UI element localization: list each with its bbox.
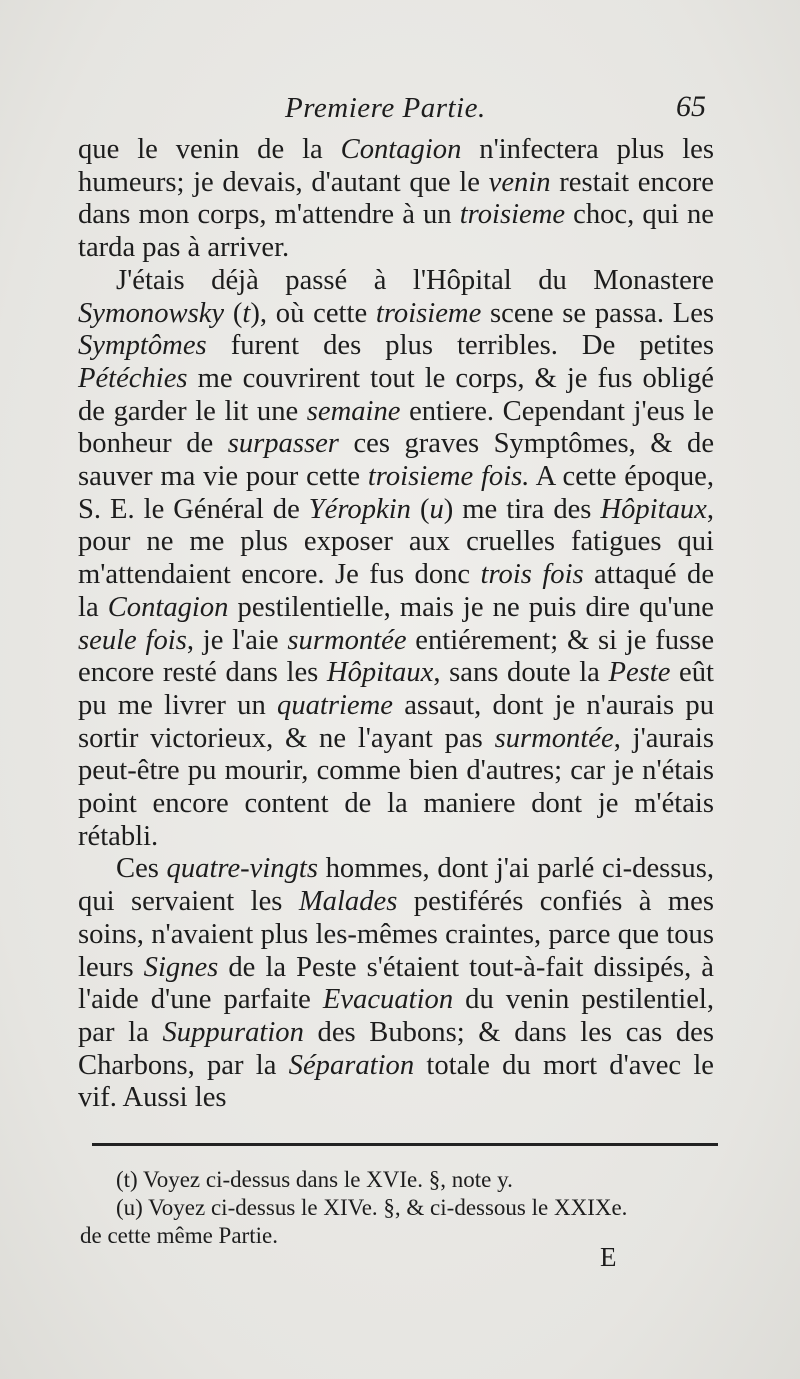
text-run: assaut, dont je n'aurais pu sortir victorieux, & ne l'ayant pas [78,689,714,754]
text-run: me couvrirent tout le corps, & je fus obligé de garder le lit une [78,362,714,427]
text-run: n'infectera plus les humeurs; je devais, d'autant que le [78,134,714,198]
italic-text: Contagion [340,134,462,165]
italic-text: seule fois [78,624,187,656]
text-run: ces graves Symptômes, & de sauver ma vie pour cette [78,428,715,493]
italic-text: quatrieme [277,689,393,721]
italic-text: trois fois [480,559,584,591]
italic-text: Evacuation [322,984,454,1016]
italic-text: Symonowsky [78,297,225,329]
text-run: pestilentielle, mais je ne puis dire qu'une [228,591,714,623]
page-header [80,88,720,132]
italic-text: surpasser [227,428,339,460]
text-run: eût pu me livrer un [78,657,714,721]
text-run: , j'aurais peut-être pu mourir, comme bien d'autres; car je n'étais point encore content de la maniere dont je m'étais rétabli. [78,722,714,852]
italic-text: Séparation [288,1049,415,1081]
text-run: J'étais déjà passé à l'Hôpital du Monastere [116,264,714,296]
text-run: A cette époque, S. E. le Général de [78,461,714,525]
page-number: 65 [676,90,706,123]
text-run: entiérement; & si je fusse encore resté dans les [78,624,715,689]
text-run: hommes, dont j'ai parlé ci-dessus, qui servaient les [78,853,714,918]
text-run: ) me tira des [443,493,601,525]
footnote: (u) Voyez ci-dessus le XIVe. §, & ci-dessous le XXIXe. [116,1195,628,1220]
italic-text: Pétéchies [78,362,188,394]
italic-text: Suppuration [162,1016,304,1048]
text-run: , je l'aie [186,624,288,656]
italic-text: troisieme [459,199,566,231]
italic-text: t [242,297,251,329]
text-run: ( [224,297,243,329]
text-run: attaqué de la [78,559,715,623]
text-run: scene se passa. Les [481,297,715,329]
italic-text: Contagion [107,591,229,623]
text-run: pestiférés confiés à mes soins, n'avaient plus les-mêmes craintes, parce que tous leurs [78,886,714,983]
italic-text: troisieme [375,297,482,329]
italic-text: Yéropkin [308,493,411,525]
text-run: que le venin de la [78,134,341,165]
italic-text: Malades [298,886,398,918]
footnotes [80,1166,722,1250]
text-run: , pour ne me plus exposer aux cruelles fatigues qui m'attendaient encore. Je fus donc [78,493,715,591]
signature-mark: E [600,1242,617,1272]
italic-text: troisieme fois. [367,461,530,493]
text-run: choc, qui ne tarda pas à arriver. [78,199,714,264]
text-run: du venin pestilentiel, par la [78,984,714,1048]
text-run: Ces [116,853,167,885]
text-run: de la Peste s'étaient tout-à-fait dissipés, à l'aide d'une parfaite [78,951,714,1016]
footnote: de cette même Partie. [80,1223,278,1248]
italic-text: Hôpitaux [600,493,707,525]
italic-text: venin [488,166,551,198]
italic-text: Peste [608,657,671,689]
italic-text: Hôpitaux [326,657,434,689]
paragraph [78,853,714,1115]
text-run: ), où cette [250,297,376,329]
text-run: des Bubons; & dans les cas des Charbons, par la [78,1016,714,1081]
footnote: (t) Voyez ci-dessus dans le XVIe. §, note y. [116,1167,513,1192]
paragraph [78,134,714,265]
italic-text: surmontée [494,722,614,754]
italic-text: u [429,493,444,525]
italic-text: Signes [143,951,219,983]
text-run: restait encore dans mon corps, m'attendre à un [78,166,714,231]
italic-text: semaine [306,395,401,427]
italic-text: surmontée [287,624,407,656]
italic-text: Symptômes [78,330,207,362]
footnote-rule [92,1143,718,1146]
text-run: totale du mort d'avec le vif. Aussi les [78,1049,714,1114]
text-run: entiere. Cependant j'eus le bonheur de [78,395,714,460]
text-run: , sans doute la [433,657,609,689]
paragraph [78,265,714,854]
running-title: Premiere Partie. [285,92,486,124]
italic-text: quatre-vingts [166,853,318,885]
body-text [78,134,714,1115]
text-run: ( [410,493,430,525]
text-run: furent des plus terribles. De petites [206,330,714,362]
